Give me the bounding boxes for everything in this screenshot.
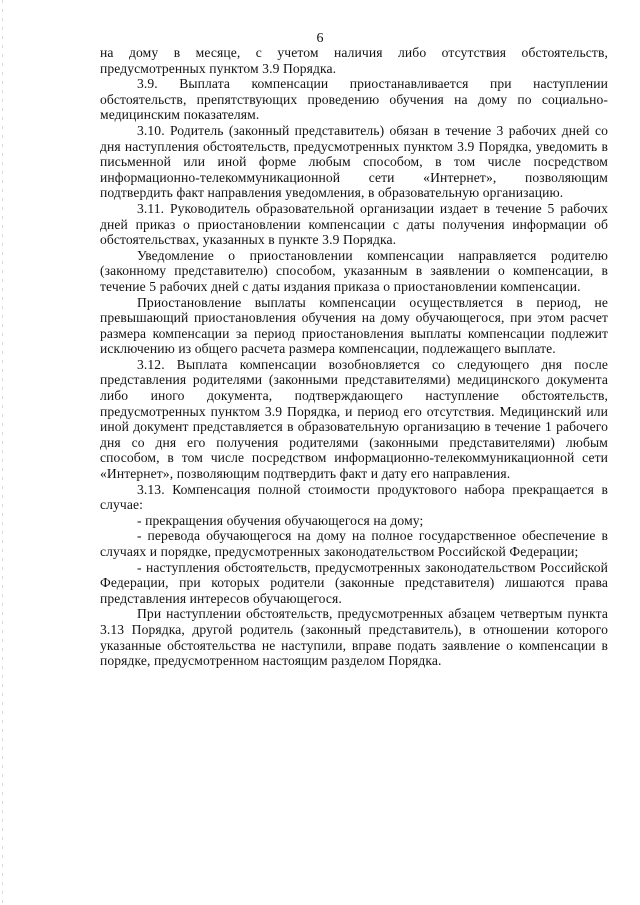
document-body	[100, 45, 608, 669]
paragraph-3-10: 3.10. Родитель (законный представитель) обязан в течение 3 рабочих дней со дня наступления обстоятельств, предусмотренных пунктом 3.9 Порядка, уведомить в письменной или иной форме любым способом, в том числе посредством информационно-телекоммуникационной сети «Интернет», позволяющим подтвердить факт направления уведомления, в образовательную организацию.	[100, 122, 608, 201]
scan-edge-line	[2, 0, 3, 905]
paragraph-3-9: 3.9. Выплата компенсации приостанавливается при наступлении обстоятельств, препятствующих проведению обучения на дому по социально-медицинским показателям.	[100, 76, 608, 123]
list-item: - перевода обучающегося на дому на полное государственное обеспечение в случаях и порядке, предусмотренных законодательством Российской Федерации;	[100, 528, 608, 559]
list-item: - наступления обстоятельств, предусмотренных законодательством Российской Федерации, при которых родители (законные представителя) лишаются права представления интересов обучающегося.	[100, 559, 608, 606]
list-item: - прекращения обучения обучающегося на дому;	[137, 512, 424, 528]
page-number: 6	[316, 31, 324, 46]
paragraph-suspension: Приостановление выплаты компенсации осуществляется в период, не превышающий приостановления обучения на дому обучающегося, при этом расчет размера компенсации за период приостановления выплаты компенсации подлежит исключению из общего расчета размера компенсации, подлежащего выплате.	[100, 294, 608, 357]
paragraph-3-13: 3.13. Компенсация полной стоимости продуктового набора прекращается в случае:	[100, 481, 608, 513]
paragraph-notification: Уведомление о приостановлении компенсации направляется родителю (законному представителю) способом, указанным в заявлении о компенсации, в течение 5 рабочих дней с даты издания приказа о приостановлении компенсации.	[100, 247, 608, 294]
paragraph-continuation: на дому в месяце, с учетом наличия либо отсутствия обстоятельств, предусмотренных пунктом 3.9 Порядка.	[100, 45, 608, 76]
paragraph-final: При наступлении обстоятельств, предусмотренных абзацем четвертым пункта 3.13 Порядка, другой родитель (законный представитель), в отношении которого указанные обстоятельства не наступили, вправе подать заявление о компенсации в порядке, предусмотренном настоящим разделом Порядка.	[100, 606, 608, 669]
paragraph-3-11: 3.11. Руководитель образовательной организации издает в течение 5 рабочих дней приказ о приостановлении компенсации с даты получения информации об обстоятельствах, указанных в пункте 3.9 Порядка.	[100, 200, 608, 248]
paragraph-3-12: 3.12. Выплата компенсации возобновляется со следующего дня после представления родителями (законными представителями) медицинского документа либо иного документа, подтверждающего наступление обстоятельств, предусмотренных пунктом 3.9 Порядка, и период его отсутствия. Медицинский или иной документ представляется в образовательную организацию в течение 1 рабочего дня со дня его получения родителями (законными представителями) любым способом, в том числе посредством информационно-телекоммуникационной сети «Интернет», позволяющим подтвердить факт и дату его направления.	[100, 356, 608, 482]
